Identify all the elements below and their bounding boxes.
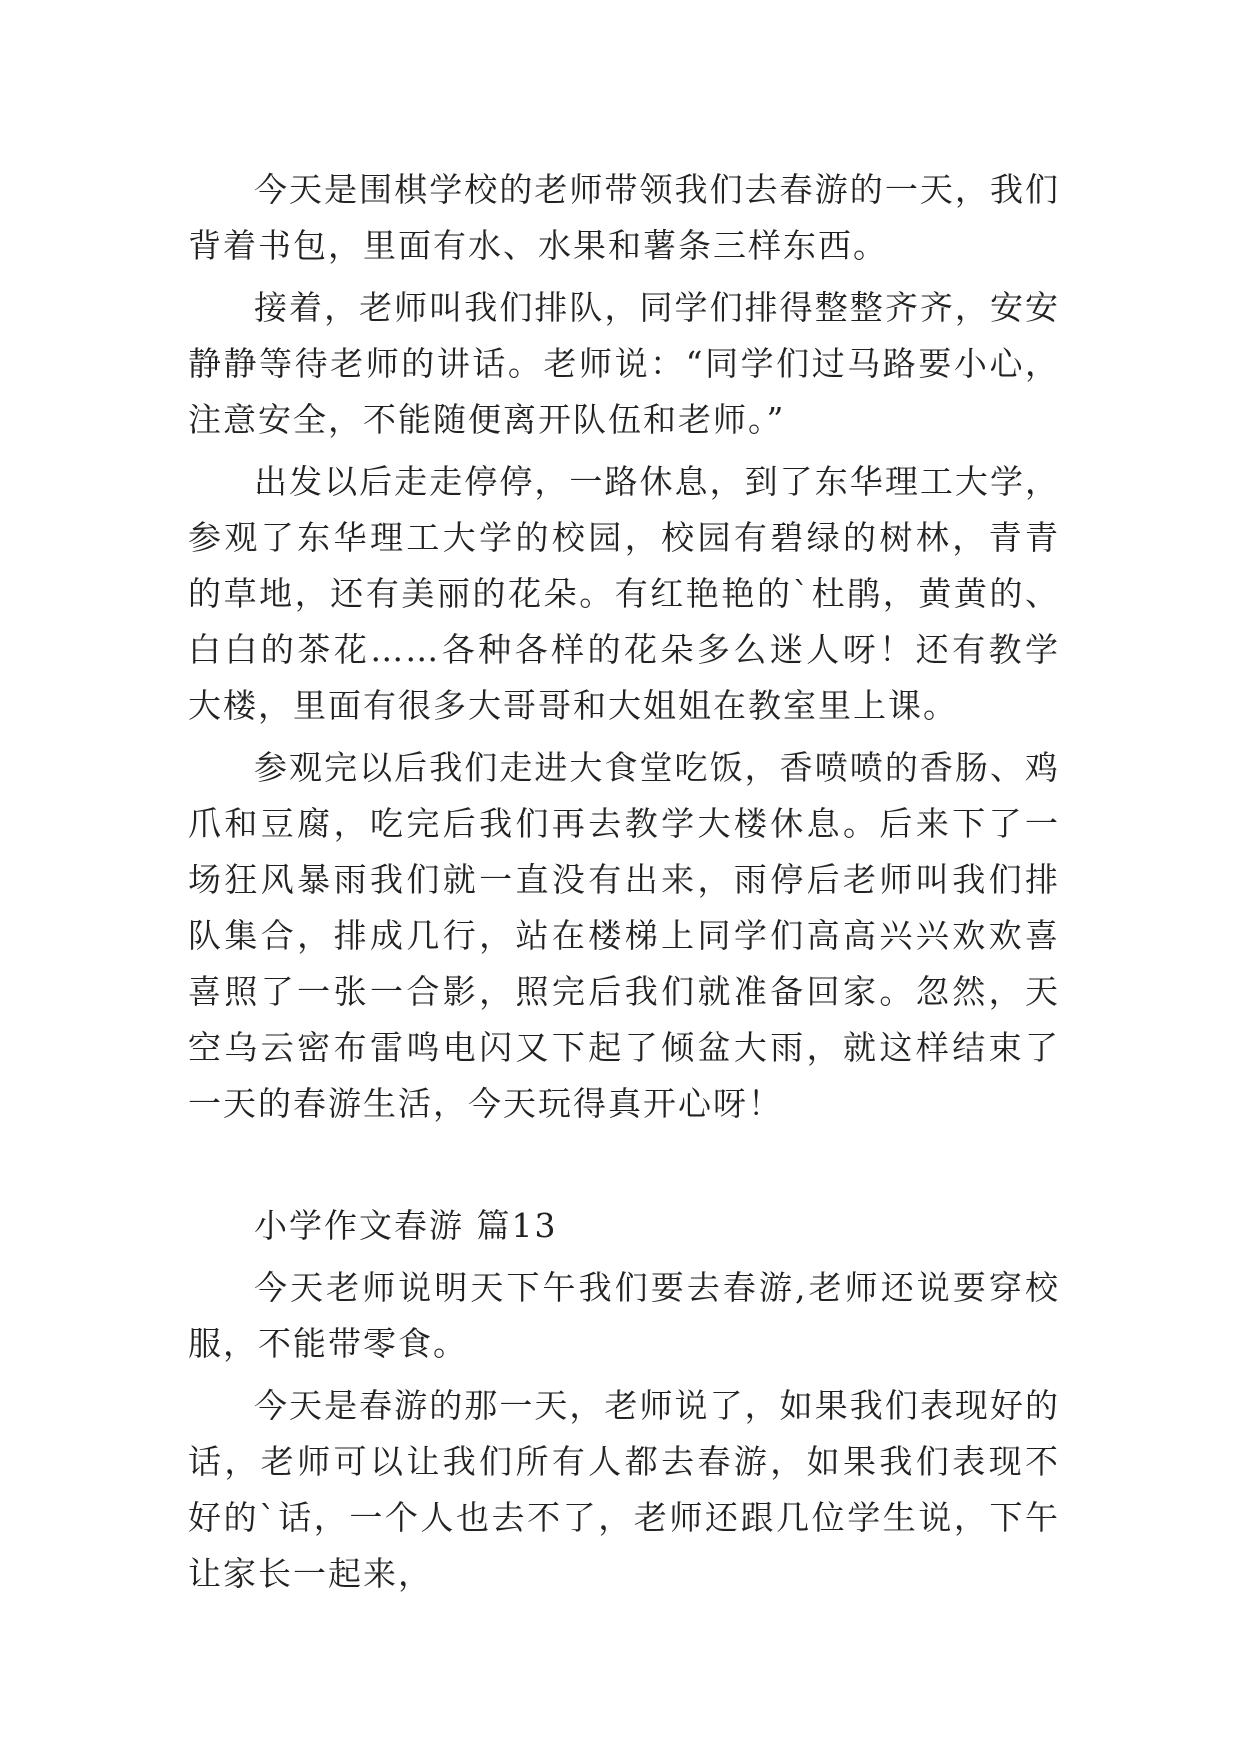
paragraph: 参观完以后我们走进大食堂吃饭，香喷喷的香肠、鸡爪和豆腐，吃完后我们再去教学大楼休息。后来下了一场狂风暴雨我们就一直没有出来，雨停后老师叫我们排队集合，排成几行，站在楼梯上同学们高高兴兴欢欢喜喜照了一张一合影，照完后我们就准备回家。忽然，天空乌云密布雷鸣电闪又下起了倾盆大雨，就这样结束了一天的春游生活，今天玩得真开心呀！ <box>188 748 1060 1123</box>
document-body <box>188 162 1060 1608</box>
paragraph: 今天是春游的那一天，老师说了，如果我们表现好的话，老师可以让我们所有人都去春游，如果我们表现不好的`话，一个人也去不了，老师还跟几位学生说，下午让家长一起来， <box>188 1386 1060 1593</box>
paragraph: 出发以后走走停停，一路休息，到了东华理工大学，参观了东华理工大学的校园，校园有碧绿的树林，青青的草地，还有美丽的花朵。有红艳艳的`杜鹃，黄黄的、白白的茶花……各种各样的花朵多么迷人呀！还有教学大楼，里面有很多大哥哥和大姐姐在教室里上课。 <box>188 462 1060 725</box>
paragraph: 接着，老师叫我们排队，同学们排得整整齐齐，安安静静等待老师的讲话。老师说：“同学们过马路要小心，注意安全，不能随便离开队伍和老师。” <box>188 288 1060 439</box>
paragraph: 今天老师说明天下午我们要去春游,老师还说要穿校服，不能带零食。 <box>188 1268 1060 1363</box>
paragraph: 今天是围棋学校的老师带领我们去春游的一天，我们背着书包，里面有水、水果和薯条三样东西。 <box>188 170 1060 265</box>
section-spacer <box>188 1138 1060 1198</box>
section-heading: 小学作文春游 篇13 <box>254 1206 558 1245</box>
